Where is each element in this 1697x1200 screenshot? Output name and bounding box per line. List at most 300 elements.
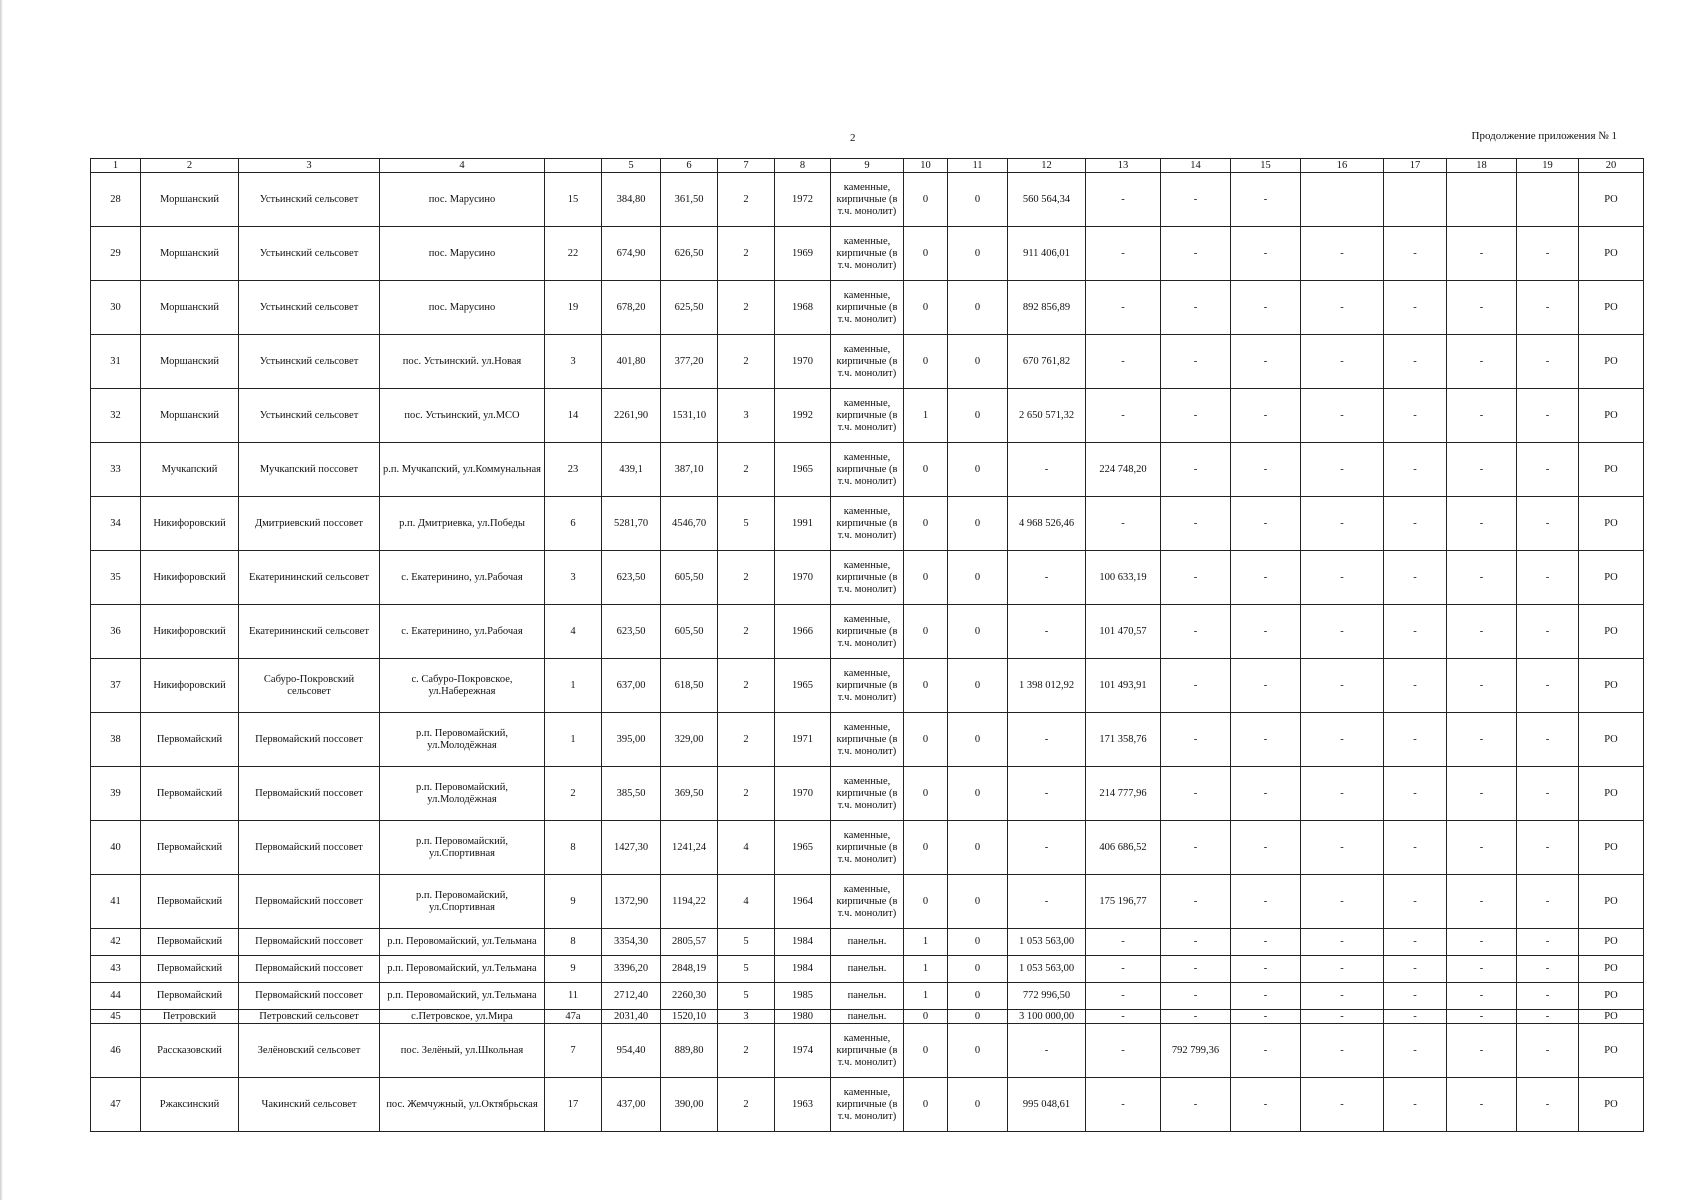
- cell-c20: РО: [1579, 335, 1644, 389]
- cell-district: Первомайский: [141, 956, 239, 983]
- cell-c11: 0: [948, 956, 1008, 983]
- cell-floors: 2: [718, 767, 775, 821]
- cell-c11: 0: [948, 875, 1008, 929]
- cell-c18: -: [1447, 821, 1517, 875]
- table-row: [91, 1010, 1644, 1024]
- cell-c17: -: [1384, 659, 1447, 713]
- cell-c11: 0: [948, 551, 1008, 605]
- cell-c11: 0: [948, 497, 1008, 551]
- cell-district: Первомайский: [141, 713, 239, 767]
- cell-area-total: 2261,90: [602, 389, 661, 443]
- cell-c10: 0: [904, 227, 948, 281]
- cell-c14: -: [1161, 956, 1231, 983]
- cell-c17: -: [1384, 956, 1447, 983]
- cell-district: Моршанский: [141, 281, 239, 335]
- cell-c17: -: [1384, 497, 1447, 551]
- cell-c12: 772 996,50: [1008, 983, 1086, 1010]
- cell-floors: 2: [718, 659, 775, 713]
- cell-year: 1965: [775, 659, 831, 713]
- cell-material: каменные, кирпичные (в т.ч. монолит): [831, 605, 904, 659]
- cell-address: р.п. Перовомайский, ул.Тельмана: [380, 983, 545, 1010]
- table-row: [91, 713, 1644, 767]
- cell-address: пос. Марусино: [380, 173, 545, 227]
- cell-material: каменные, кирпичные (в т.ч. монолит): [831, 821, 904, 875]
- cell-c14: -: [1161, 767, 1231, 821]
- cell-year: 1968: [775, 281, 831, 335]
- cell-house: 3: [545, 335, 602, 389]
- column-number: 6: [661, 159, 718, 173]
- cell-area-living: 361,50: [661, 173, 718, 227]
- cell-c19: -: [1517, 713, 1579, 767]
- cell-floors: 4: [718, 875, 775, 929]
- cell-c13: -: [1086, 389, 1161, 443]
- cell-area-total: 954,40: [602, 1024, 661, 1078]
- cell-area-living: 2260,30: [661, 983, 718, 1010]
- cell-c14: -: [1161, 551, 1231, 605]
- cell-c12: -: [1008, 821, 1086, 875]
- column-number: 10: [904, 159, 948, 173]
- cell-address: пос. Жемчужный, ул.Октябрьская: [380, 1078, 545, 1132]
- cell-c15: -: [1231, 767, 1301, 821]
- cell-c11: 0: [948, 173, 1008, 227]
- cell-c13: -: [1086, 173, 1161, 227]
- cell-c20: РО: [1579, 497, 1644, 551]
- cell-area-living: 605,50: [661, 605, 718, 659]
- cell-c19: -: [1517, 956, 1579, 983]
- cell-c12: -: [1008, 875, 1086, 929]
- cell-council: Устьинский сельсовет: [239, 335, 380, 389]
- cell-c12: 1 053 563,00: [1008, 929, 1086, 956]
- cell-c13: -: [1086, 956, 1161, 983]
- cell-year: 1984: [775, 956, 831, 983]
- cell-house: 17: [545, 1078, 602, 1132]
- cell-n: 46: [91, 1024, 141, 1078]
- cell-c19: -: [1517, 227, 1579, 281]
- column-number: 11: [948, 159, 1008, 173]
- cell-house: 11: [545, 983, 602, 1010]
- cell-c18: -: [1447, 497, 1517, 551]
- cell-council: Первомайский поссовет: [239, 767, 380, 821]
- column-number: 15: [1231, 159, 1301, 173]
- cell-house: 19: [545, 281, 602, 335]
- cell-year: 1965: [775, 821, 831, 875]
- cell-c14: -: [1161, 821, 1231, 875]
- table-row: [91, 281, 1644, 335]
- cell-address: с. Сабуро-Покровское, ул.Набережная: [380, 659, 545, 713]
- column-number: 8: [775, 159, 831, 173]
- cell-house: 2: [545, 767, 602, 821]
- cell-c10: 0: [904, 173, 948, 227]
- cell-c11: 0: [948, 821, 1008, 875]
- cell-material: каменные, кирпичные (в т.ч. монолит): [831, 227, 904, 281]
- cell-c10: 0: [904, 605, 948, 659]
- cell-c18: [1447, 173, 1517, 227]
- cell-council: Первомайский поссовет: [239, 875, 380, 929]
- cell-area-living: 329,00: [661, 713, 718, 767]
- cell-address: р.п. Перовомайский, ул.Спортивная: [380, 875, 545, 929]
- cell-c12: 995 048,61: [1008, 1078, 1086, 1132]
- cell-c18: -: [1447, 1010, 1517, 1024]
- cell-material: каменные, кирпичные (в т.ч. монолит): [831, 1024, 904, 1078]
- cell-n: 38: [91, 713, 141, 767]
- cell-c12: 670 761,82: [1008, 335, 1086, 389]
- cell-council: Зелёновский сельсовет: [239, 1024, 380, 1078]
- cell-n: 29: [91, 227, 141, 281]
- cell-c12: -: [1008, 1024, 1086, 1078]
- housing-register-table: [90, 158, 1644, 1132]
- cell-c15: -: [1231, 875, 1301, 929]
- cell-c19: -: [1517, 929, 1579, 956]
- cell-c18: -: [1447, 281, 1517, 335]
- cell-c16: -: [1301, 335, 1384, 389]
- cell-c14: -: [1161, 1078, 1231, 1132]
- cell-c11: 0: [948, 605, 1008, 659]
- cell-district: Моршанский: [141, 173, 239, 227]
- cell-c18: -: [1447, 551, 1517, 605]
- cell-c13: 224 748,20: [1086, 443, 1161, 497]
- cell-council: Петровский сельсовет: [239, 1010, 380, 1024]
- cell-n: 30: [91, 281, 141, 335]
- cell-district: Первомайский: [141, 983, 239, 1010]
- cell-c15: -: [1231, 713, 1301, 767]
- cell-c16: -: [1301, 497, 1384, 551]
- cell-house: 15: [545, 173, 602, 227]
- cell-house: 23: [545, 443, 602, 497]
- cell-material: панельн.: [831, 956, 904, 983]
- cell-c14: -: [1161, 173, 1231, 227]
- cell-c20: РО: [1579, 767, 1644, 821]
- cell-c19: -: [1517, 983, 1579, 1010]
- cell-area-total: 1427,30: [602, 821, 661, 875]
- cell-c13: -: [1086, 929, 1161, 956]
- cell-c12: 560 564,34: [1008, 173, 1086, 227]
- cell-c16: -: [1301, 929, 1384, 956]
- cell-address: р.п. Перовомайский, ул.Молодёжная: [380, 713, 545, 767]
- cell-c16: -: [1301, 551, 1384, 605]
- cell-c16: -: [1301, 281, 1384, 335]
- cell-council: Устьинский сельсовет: [239, 389, 380, 443]
- cell-c10: 0: [904, 551, 948, 605]
- cell-n: 32: [91, 389, 141, 443]
- cell-c14: -: [1161, 389, 1231, 443]
- cell-area-living: 889,80: [661, 1024, 718, 1078]
- cell-c13: -: [1086, 281, 1161, 335]
- cell-c10: 0: [904, 281, 948, 335]
- cell-c10: 1: [904, 929, 948, 956]
- cell-area-total: 439,1: [602, 443, 661, 497]
- cell-area-total: 2031,40: [602, 1010, 661, 1024]
- cell-material: каменные, кирпичные (в т.ч. монолит): [831, 875, 904, 929]
- cell-c17: -: [1384, 1078, 1447, 1132]
- cell-c20: РО: [1579, 659, 1644, 713]
- cell-n: 40: [91, 821, 141, 875]
- cell-c15: -: [1231, 1010, 1301, 1024]
- cell-c12: 1 398 012,92: [1008, 659, 1086, 713]
- cell-council: Екатерининский сельсовет: [239, 551, 380, 605]
- cell-c14: -: [1161, 983, 1231, 1010]
- cell-material: каменные, кирпичные (в т.ч. монолит): [831, 713, 904, 767]
- cell-council: Устьинский сельсовет: [239, 173, 380, 227]
- cell-c14: -: [1161, 875, 1231, 929]
- cell-c14: -: [1161, 227, 1231, 281]
- cell-c20: РО: [1579, 389, 1644, 443]
- cell-c13: 101 493,91: [1086, 659, 1161, 713]
- cell-floors: 2: [718, 335, 775, 389]
- cell-c15: -: [1231, 983, 1301, 1010]
- cell-year: 1980: [775, 1010, 831, 1024]
- cell-council: Устьинский сельсовет: [239, 227, 380, 281]
- cell-c19: -: [1517, 605, 1579, 659]
- cell-c14: -: [1161, 443, 1231, 497]
- cell-c18: -: [1447, 983, 1517, 1010]
- cell-c20: РО: [1579, 443, 1644, 497]
- cell-c20: РО: [1579, 929, 1644, 956]
- cell-c17: -: [1384, 605, 1447, 659]
- cell-c18: -: [1447, 929, 1517, 956]
- cell-c17: -: [1384, 335, 1447, 389]
- cell-c11: 0: [948, 389, 1008, 443]
- cell-c10: 0: [904, 767, 948, 821]
- cell-address: пос. Марусино: [380, 227, 545, 281]
- cell-address: с. Екатеринино, ул.Рабочая: [380, 605, 545, 659]
- cell-area-total: 3396,20: [602, 956, 661, 983]
- cell-floors: 2: [718, 1078, 775, 1132]
- cell-c10: 0: [904, 875, 948, 929]
- cell-c11: 0: [948, 1010, 1008, 1024]
- cell-floors: 5: [718, 956, 775, 983]
- cell-district: Никифоровский: [141, 605, 239, 659]
- cell-c13: 175 196,77: [1086, 875, 1161, 929]
- cell-c20: РО: [1579, 956, 1644, 983]
- cell-c18: -: [1447, 227, 1517, 281]
- cell-c15: -: [1231, 551, 1301, 605]
- cell-council: Устьинский сельсовет: [239, 281, 380, 335]
- cell-n: 34: [91, 497, 141, 551]
- cell-area-living: 1520,10: [661, 1010, 718, 1024]
- column-number: 13: [1086, 159, 1161, 173]
- cell-c17: -: [1384, 1010, 1447, 1024]
- cell-c14: 792 799,36: [1161, 1024, 1231, 1078]
- column-number-row: [91, 159, 1644, 173]
- cell-area-total: 2712,40: [602, 983, 661, 1010]
- cell-year: 1963: [775, 1078, 831, 1132]
- cell-council: Дмитриевский поссовет: [239, 497, 380, 551]
- cell-c16: -: [1301, 1078, 1384, 1132]
- cell-c17: -: [1384, 551, 1447, 605]
- cell-house: 6: [545, 497, 602, 551]
- cell-n: 36: [91, 605, 141, 659]
- column-number: 5: [602, 159, 661, 173]
- cell-c19: -: [1517, 875, 1579, 929]
- cell-floors: 2: [718, 713, 775, 767]
- cell-year: 1970: [775, 767, 831, 821]
- cell-c15: -: [1231, 659, 1301, 713]
- cell-area-living: 605,50: [661, 551, 718, 605]
- cell-c15: -: [1231, 1024, 1301, 1078]
- cell-c18: -: [1447, 956, 1517, 983]
- column-number: 20: [1579, 159, 1644, 173]
- cell-c18: -: [1447, 659, 1517, 713]
- cell-council: Мучкапский поссовет: [239, 443, 380, 497]
- cell-c16: -: [1301, 983, 1384, 1010]
- column-number: 7: [718, 159, 775, 173]
- cell-material: каменные, кирпичные (в т.ч. монолит): [831, 497, 904, 551]
- cell-floors: 5: [718, 497, 775, 551]
- cell-district: Ржаксинский: [141, 1078, 239, 1132]
- cell-house: 8: [545, 821, 602, 875]
- cell-c17: -: [1384, 389, 1447, 443]
- cell-address: с.Петровское, ул.Мира: [380, 1010, 545, 1024]
- cell-floors: 2: [718, 551, 775, 605]
- cell-c13: 406 686,52: [1086, 821, 1161, 875]
- cell-c12: 4 968 526,46: [1008, 497, 1086, 551]
- cell-district: Первомайский: [141, 929, 239, 956]
- cell-c16: -: [1301, 956, 1384, 983]
- cell-n: 37: [91, 659, 141, 713]
- table-row: [91, 875, 1644, 929]
- cell-area-living: 625,50: [661, 281, 718, 335]
- cell-district: Первомайский: [141, 821, 239, 875]
- cell-c13: -: [1086, 227, 1161, 281]
- cell-year: 1965: [775, 443, 831, 497]
- cell-material: каменные, кирпичные (в т.ч. монолит): [831, 767, 904, 821]
- cell-area-living: 369,50: [661, 767, 718, 821]
- cell-area-living: 618,50: [661, 659, 718, 713]
- cell-material: каменные, кирпичные (в т.ч. монолит): [831, 1078, 904, 1132]
- table-row: [91, 1024, 1644, 1078]
- column-number: [545, 159, 602, 173]
- cell-c14: -: [1161, 281, 1231, 335]
- cell-year: 1992: [775, 389, 831, 443]
- cell-c11: 0: [948, 929, 1008, 956]
- cell-house: 9: [545, 875, 602, 929]
- cell-c15: -: [1231, 1078, 1301, 1132]
- cell-area-living: 377,20: [661, 335, 718, 389]
- cell-c18: -: [1447, 713, 1517, 767]
- cell-c17: -: [1384, 821, 1447, 875]
- cell-area-living: 1531,10: [661, 389, 718, 443]
- cell-n: 42: [91, 929, 141, 956]
- cell-c19: -: [1517, 497, 1579, 551]
- cell-district: Моршанский: [141, 227, 239, 281]
- cell-c19: -: [1517, 767, 1579, 821]
- cell-c16: -: [1301, 1010, 1384, 1024]
- cell-district: Мучкапский: [141, 443, 239, 497]
- cell-c16: -: [1301, 389, 1384, 443]
- cell-c14: -: [1161, 1010, 1231, 1024]
- cell-material: каменные, кирпичные (в т.ч. монолит): [831, 551, 904, 605]
- cell-floors: 2: [718, 443, 775, 497]
- cell-c15: -: [1231, 389, 1301, 443]
- cell-area-total: 678,20: [602, 281, 661, 335]
- cell-c15: -: [1231, 929, 1301, 956]
- cell-material: каменные, кирпичные (в т.ч. монолит): [831, 443, 904, 497]
- cell-c14: -: [1161, 659, 1231, 713]
- cell-c16: -: [1301, 443, 1384, 497]
- cell-c12: 892 856,89: [1008, 281, 1086, 335]
- cell-c15: -: [1231, 173, 1301, 227]
- cell-c12: -: [1008, 605, 1086, 659]
- table-row: [91, 956, 1644, 983]
- cell-c19: -: [1517, 281, 1579, 335]
- cell-year: 1970: [775, 335, 831, 389]
- cell-year: 1971: [775, 713, 831, 767]
- cell-c19: [1517, 173, 1579, 227]
- cell-c12: -: [1008, 767, 1086, 821]
- cell-area-living: 2848,19: [661, 956, 718, 983]
- cell-c12: -: [1008, 713, 1086, 767]
- cell-area-living: 626,50: [661, 227, 718, 281]
- cell-council: Екатерининский сельсовет: [239, 605, 380, 659]
- table-row: [91, 551, 1644, 605]
- cell-council: Первомайский поссовет: [239, 821, 380, 875]
- column-number: 1: [91, 159, 141, 173]
- cell-n: 39: [91, 767, 141, 821]
- cell-n: 43: [91, 956, 141, 983]
- table-body: [91, 173, 1644, 1132]
- cell-c18: -: [1447, 335, 1517, 389]
- cell-c15: -: [1231, 227, 1301, 281]
- cell-district: Первомайский: [141, 875, 239, 929]
- cell-c15: -: [1231, 281, 1301, 335]
- cell-floors: 2: [718, 605, 775, 659]
- cell-c12: 911 406,01: [1008, 227, 1086, 281]
- cell-district: Петровский: [141, 1010, 239, 1024]
- cell-c11: 0: [948, 1024, 1008, 1078]
- cell-year: 1985: [775, 983, 831, 1010]
- cell-house: 1: [545, 659, 602, 713]
- cell-floors: 2: [718, 173, 775, 227]
- cell-area-total: 623,50: [602, 605, 661, 659]
- cell-c18: -: [1447, 1078, 1517, 1132]
- cell-c20: РО: [1579, 821, 1644, 875]
- cell-floors: 4: [718, 821, 775, 875]
- cell-house: 14: [545, 389, 602, 443]
- cell-c12: 2 650 571,32: [1008, 389, 1086, 443]
- cell-material: панельн.: [831, 929, 904, 956]
- cell-c20: РО: [1579, 551, 1644, 605]
- cell-c10: 0: [904, 821, 948, 875]
- cell-area-living: 1241,24: [661, 821, 718, 875]
- cell-c15: -: [1231, 335, 1301, 389]
- cell-c19: -: [1517, 551, 1579, 605]
- cell-c10: 0: [904, 497, 948, 551]
- cell-area-total: 3354,30: [602, 929, 661, 956]
- cell-district: Моршанский: [141, 389, 239, 443]
- cell-district: Рассказовский: [141, 1024, 239, 1078]
- cell-c11: 0: [948, 335, 1008, 389]
- cell-c12: -: [1008, 443, 1086, 497]
- cell-c19: -: [1517, 389, 1579, 443]
- cell-address: р.п. Перовомайский, ул.Тельмана: [380, 956, 545, 983]
- cell-district: Никифоровский: [141, 551, 239, 605]
- cell-c17: -: [1384, 443, 1447, 497]
- cell-n: 44: [91, 983, 141, 1010]
- cell-floors: 2: [718, 1024, 775, 1078]
- cell-c17: -: [1384, 767, 1447, 821]
- cell-area-total: 637,00: [602, 659, 661, 713]
- cell-c14: -: [1161, 335, 1231, 389]
- cell-c16: -: [1301, 821, 1384, 875]
- cell-n: 45: [91, 1010, 141, 1024]
- cell-material: каменные, кирпичные (в т.ч. монолит): [831, 173, 904, 227]
- cell-c11: 0: [948, 767, 1008, 821]
- cell-house: 7: [545, 1024, 602, 1078]
- column-number: 9: [831, 159, 904, 173]
- cell-c20: РО: [1579, 875, 1644, 929]
- cell-n: 28: [91, 173, 141, 227]
- cell-c16: -: [1301, 659, 1384, 713]
